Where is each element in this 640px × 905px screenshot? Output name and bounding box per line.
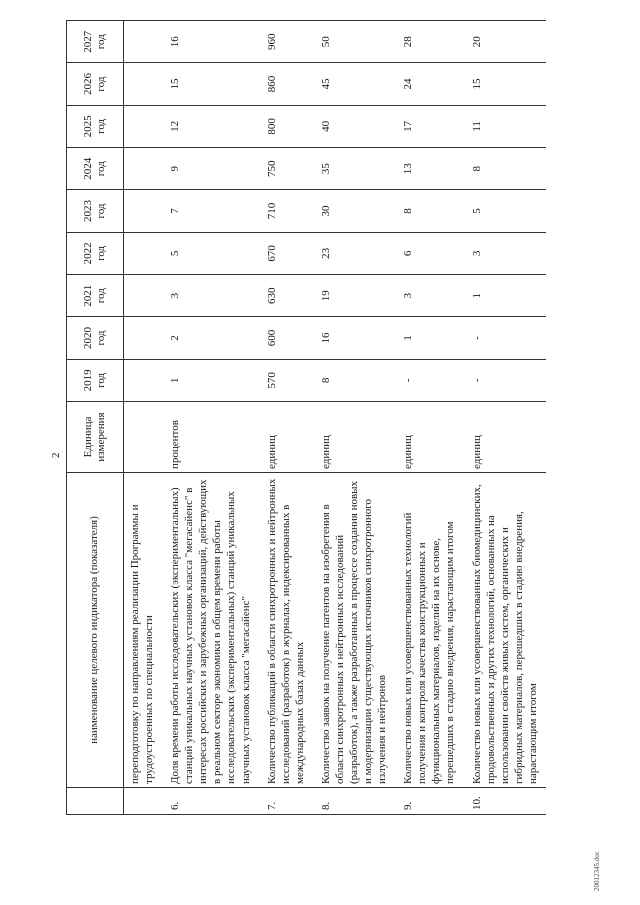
row-value xyxy=(124,105,163,147)
table-row xyxy=(464,21,546,815)
header-year: 2023 год xyxy=(67,190,124,232)
table-row xyxy=(313,21,395,815)
row-value xyxy=(124,359,163,401)
header-year: 2020 год xyxy=(67,317,124,359)
row-value: 8 xyxy=(395,190,463,232)
row-value: 860 xyxy=(259,63,313,105)
row-value: 1 xyxy=(464,275,546,317)
row-value: 30 xyxy=(313,190,395,232)
row-value xyxy=(124,148,163,190)
row-value: 2 xyxy=(162,317,258,359)
row-value: - xyxy=(395,359,463,401)
row-value: 8 xyxy=(313,359,395,401)
row-value: 5 xyxy=(464,190,546,232)
row-value: 16 xyxy=(162,21,258,63)
row-value: 28 xyxy=(395,21,463,63)
row-name: Количество публикаций в области синхротронных и нейтронных исследований (разработок) в журналах, индексированных в международных базах данных xyxy=(259,473,313,788)
row-value: 960 xyxy=(259,21,313,63)
header-year: 2021 год xyxy=(67,275,124,317)
row-value: 3 xyxy=(464,232,546,274)
row-name: Количество новых или усовершенствованных биомедицинских, продовольственных и других технологий, основанных на использовании свойств живых систем, органических и гибридных материалов, перешедших в стадию внедрения, нарастающим итогом xyxy=(464,473,546,788)
row-value xyxy=(124,232,163,274)
row-name: Количество новых или усовершенствованных технологий получения и контроля качества конструкционных и функциональных материалов, изделий на их основе, перешедших в стадию внедрения, нарастающим итогом xyxy=(395,473,463,788)
table-row xyxy=(124,21,163,815)
row-number: 8. xyxy=(313,788,395,815)
header-year: 2025 год xyxy=(67,105,124,147)
row-value xyxy=(124,317,163,359)
header-name: наименование целевого индикатора (показателя) xyxy=(67,473,124,788)
row-value: 45 xyxy=(313,63,395,105)
header-year: 2027 год xyxy=(67,21,124,63)
row-value: 19 xyxy=(313,275,395,317)
row-value: 1 xyxy=(162,359,258,401)
table-row xyxy=(162,21,258,815)
row-value: 13 xyxy=(395,148,463,190)
header-year: 2019 год xyxy=(67,359,124,401)
row-unit: единиц xyxy=(395,402,463,473)
header-year: 2024 год xyxy=(67,148,124,190)
row-value: 8 xyxy=(464,148,546,190)
row-value xyxy=(124,190,163,232)
row-value: 7 xyxy=(162,190,258,232)
row-value: 670 xyxy=(259,232,313,274)
row-value: 50 xyxy=(313,21,395,63)
row-number: 7. xyxy=(259,788,313,815)
row-unit: единиц xyxy=(313,402,395,473)
header-number-cell xyxy=(67,788,124,815)
row-value: 35 xyxy=(313,148,395,190)
header-year: 2022 год xyxy=(67,232,124,274)
row-value: 20 xyxy=(464,21,546,63)
row-value: 40 xyxy=(313,105,395,147)
row-value: 570 xyxy=(259,359,313,401)
header-year: 2026 год xyxy=(67,63,124,105)
indicator-table xyxy=(66,20,546,815)
row-value: 3 xyxy=(162,275,258,317)
row-value: 710 xyxy=(259,190,313,232)
row-value: 6 xyxy=(395,232,463,274)
row-value xyxy=(124,275,163,317)
row-unit: процентов xyxy=(162,402,258,473)
row-value: 11 xyxy=(464,105,546,147)
footer-file-code: 20012345.doc xyxy=(593,851,601,891)
table-row xyxy=(259,21,313,815)
row-value: 800 xyxy=(259,105,313,147)
row-number: 10. xyxy=(464,788,546,815)
row-name: Доля времени работы исследовательских (экспериментальных) станций уникальных научных установок класса "мегасайенс" в интересах российских и зарубежных организаций, действующих в реальном секторе экономики в общем времени работы исследовательских (экспериментальных) станций уникальных научных установок класса "мегасайенс" xyxy=(162,473,258,788)
row-value: 15 xyxy=(464,63,546,105)
row-value: 12 xyxy=(162,105,258,147)
row-value: 750 xyxy=(259,148,313,190)
row-unit: единиц xyxy=(464,402,546,473)
row-unit: единиц xyxy=(259,402,313,473)
row-value xyxy=(124,63,163,105)
row-value: - xyxy=(464,317,546,359)
table-row xyxy=(395,21,463,815)
table-header-row xyxy=(67,21,124,815)
row-number: 9. xyxy=(395,788,463,815)
row-unit xyxy=(124,402,163,473)
page-number: 2 xyxy=(50,452,62,458)
row-value: 16 xyxy=(313,317,395,359)
row-value: 17 xyxy=(395,105,463,147)
row-value: 23 xyxy=(313,232,395,274)
row-name: переподготовку по направлениям реализации Программы и трудоустроенных по специальности xyxy=(124,473,163,788)
header-unit: Единица измерения xyxy=(67,402,124,473)
row-number: 6. xyxy=(162,788,258,815)
row-value: 600 xyxy=(259,317,313,359)
row-value: - xyxy=(464,359,546,401)
row-number xyxy=(124,788,163,815)
row-value: 24 xyxy=(395,63,463,105)
row-value: 9 xyxy=(162,148,258,190)
row-name: Количество заявок на получение патентов на изобретения в области синхротронных и нейтронных исследований (разработок), а также разработанных в процессе создания новых и модернизации существующих источников синхротронного излучения и нейтронов xyxy=(313,473,395,788)
row-value: 3 xyxy=(395,275,463,317)
row-value: 1 xyxy=(395,317,463,359)
row-value: 630 xyxy=(259,275,313,317)
row-value xyxy=(124,21,163,63)
row-value: 15 xyxy=(162,63,258,105)
row-value: 5 xyxy=(162,232,258,274)
